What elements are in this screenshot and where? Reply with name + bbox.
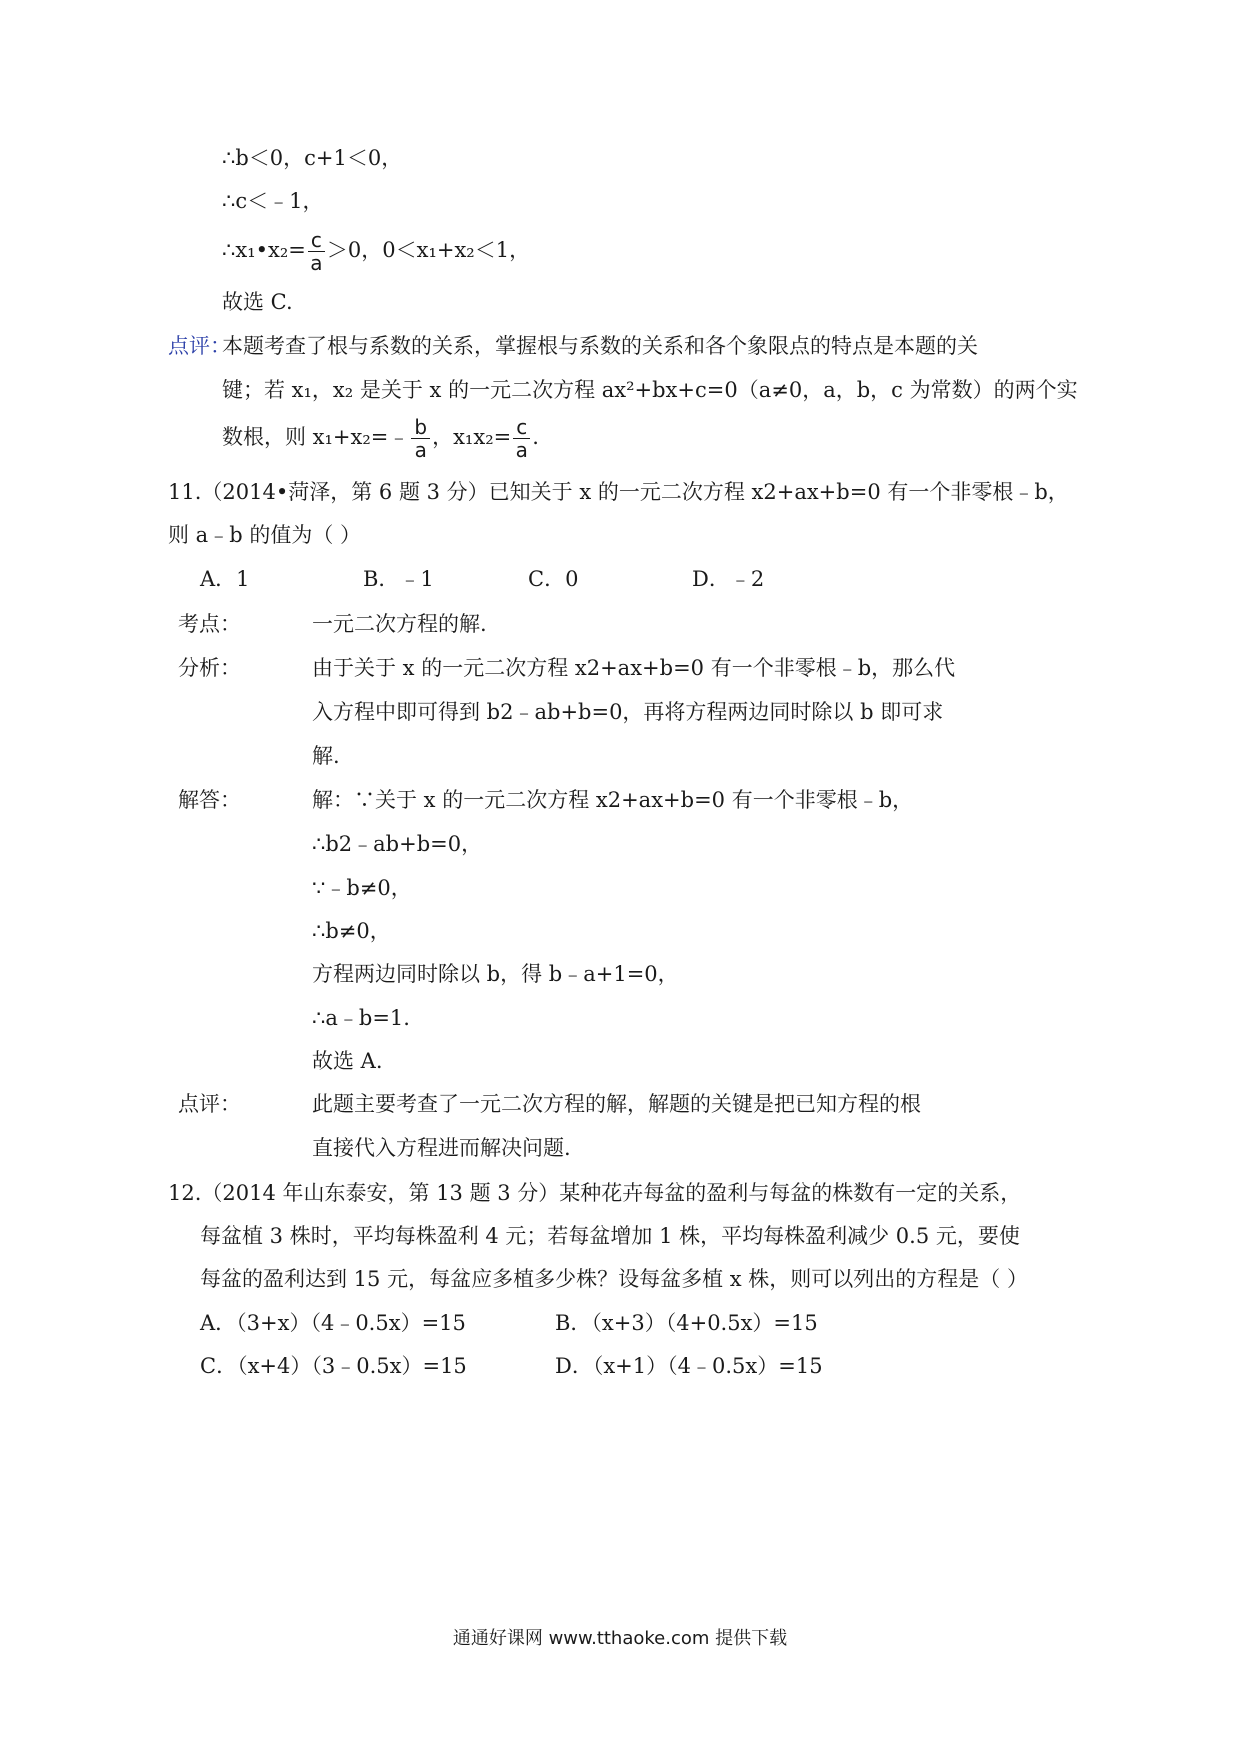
fraction-denominator: a bbox=[414, 438, 427, 462]
option-a: A．（3+x）（4﹣0.5x）=15 bbox=[200, 1311, 466, 1335]
option-d: D．﹣2 bbox=[692, 567, 765, 591]
fenxi-label: 分析： bbox=[178, 656, 241, 680]
fenxi-line: 解. bbox=[312, 744, 340, 768]
jieda-line: 方程两边同时除以 b，得 b﹣a+1=0， bbox=[312, 962, 679, 986]
question-11-line: 11.（2014•菏泽，第 6 题 3 分）已知关于 x 的一元二次方程 x2+ax+b=0 有一个非零根﹣b， bbox=[168, 480, 1069, 504]
fraction-denominator: a bbox=[310, 251, 323, 275]
page-footer: 通通好课网 www.tthaoke.com 提供下载 bbox=[452, 1628, 788, 1649]
option-b: B．﹣1 bbox=[363, 567, 434, 591]
solution-line: ∴c＜﹣1， bbox=[222, 189, 324, 213]
option-d: D．（x+1）（4﹣0.5x）=15 bbox=[555, 1354, 823, 1378]
text-segment: 数根，则 x₁+x₂=﹣ bbox=[222, 425, 410, 449]
solution-line: ∴b＜0，c+1＜0， bbox=[222, 146, 403, 170]
text-segment: . bbox=[532, 425, 539, 449]
option-a: A．1 bbox=[200, 567, 250, 591]
fraction-denominator: a bbox=[515, 438, 528, 462]
jieda-line: ∵﹣b≠0， bbox=[312, 876, 412, 900]
text-segment: ＞0，0＜x₁+x₂＜1， bbox=[326, 238, 531, 262]
dianping-line: 此题主要考查了一元二次方程的解，解题的关键是把已知方程的根 bbox=[312, 1092, 921, 1116]
text-segment: ，x₁x₂= bbox=[432, 425, 512, 449]
jieda-line: ∴a﹣b=1. bbox=[312, 1006, 410, 1030]
dianping-label: 点评： bbox=[178, 1092, 241, 1116]
fenxi-line: 由于关于 x 的一元二次方程 x2+ax+b=0 有一个非零根﹣b，那么代 bbox=[312, 656, 956, 680]
solution-fraction-line bbox=[222, 226, 530, 274]
comment-label: 点评： bbox=[168, 334, 231, 358]
fraction bbox=[513, 416, 530, 461]
jieda-label: 解答： bbox=[178, 788, 241, 812]
fraction-numerator: c bbox=[513, 416, 530, 439]
fenxi-line: 入方程中即可得到 b2﹣ab+b=0，再将方程两边同时除以 b 即可求 bbox=[312, 700, 944, 724]
question-12-line: 每盆的盈利达到 15 元，每盆应多植多少株？设每盆多植 x 株，则可以列出的方程是（ ） bbox=[200, 1267, 1028, 1291]
text-segment: ∴x₁•x₂= bbox=[222, 238, 306, 262]
fraction-numerator: b bbox=[411, 416, 430, 439]
comment-line: 本题考查了根与系数的关系，掌握根与系数的关系和各个象限点的特点是本题的关 bbox=[222, 334, 978, 358]
fraction bbox=[411, 416, 430, 461]
choose-answer: 故选 C. bbox=[222, 290, 293, 314]
dianping-line: 直接代入方程进而解决问题. bbox=[312, 1136, 571, 1160]
question-11-line: 则 a﹣b 的值为（ ） bbox=[168, 523, 361, 547]
jieda-line: 解：∵关于 x 的一元二次方程 x2+ax+b=0 有一个非零根﹣b， bbox=[312, 788, 914, 812]
comment-fraction-line bbox=[222, 413, 539, 461]
question-12-line: 每盆植 3 株时，平均每株盈利 4 元；若每盆增加 1 株，平均每株盈利减少 0.5 元，要使 bbox=[200, 1224, 1020, 1248]
fraction bbox=[308, 229, 325, 274]
question-12-line: 12.（2014 年山东泰安，第 13 题 3 分）某种花卉每盆的盈利与每盆的株数有一定的关系， bbox=[168, 1181, 1022, 1205]
kaodian-label: 考点： bbox=[178, 612, 241, 636]
option-c: C．0 bbox=[528, 567, 579, 591]
kaodian-text: 一元二次方程的解. bbox=[312, 612, 487, 636]
comment-line: 键；若 x₁，x₂ 是关于 x 的一元二次方程 ax²+bx+c=0（a≠0，a，b，c 为常数）的两个实 bbox=[222, 378, 1078, 402]
option-b: B．（x+3）（4+0.5x）=15 bbox=[555, 1311, 818, 1335]
fraction-numerator: c bbox=[308, 229, 325, 252]
jieda-line: 故选 A. bbox=[312, 1049, 383, 1073]
jieda-line: ∴b≠0， bbox=[312, 919, 391, 943]
option-c: C．（x+4）（3﹣0.5x）=15 bbox=[200, 1354, 467, 1378]
jieda-line: ∴b2﹣ab+b=0， bbox=[312, 832, 483, 856]
